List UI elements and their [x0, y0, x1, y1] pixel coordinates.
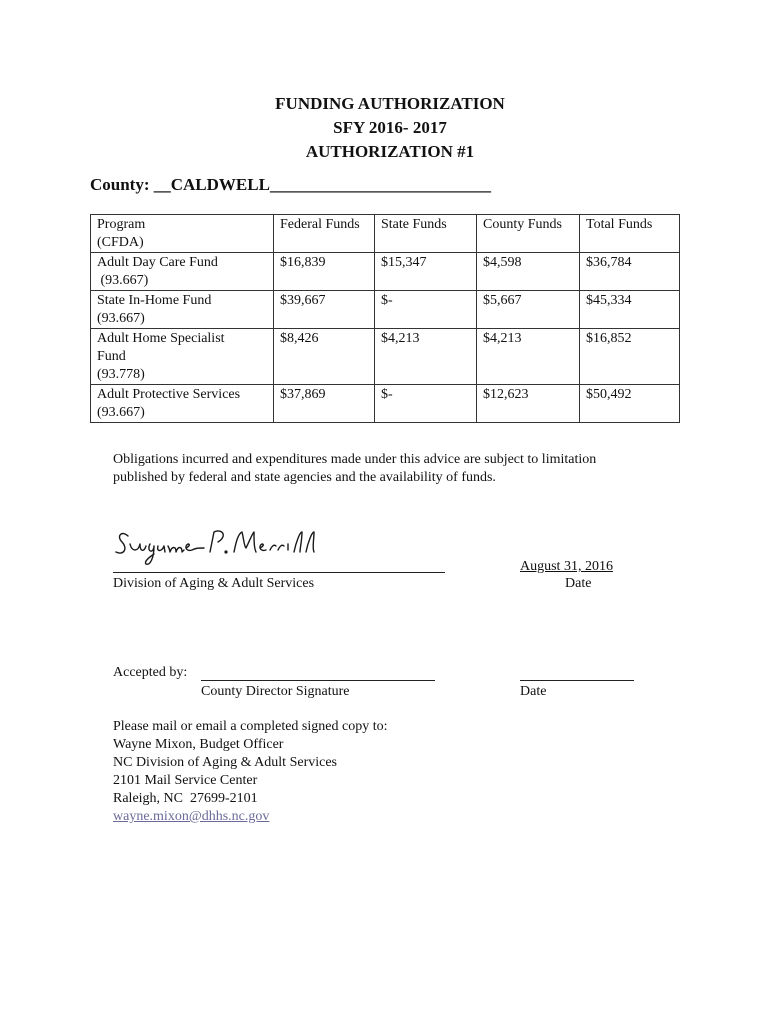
- county-cell: $4,598: [477, 253, 580, 291]
- signature-line: [113, 572, 445, 573]
- header-state-funds: State Funds: [375, 215, 477, 253]
- header-program: Program (CFDA): [91, 215, 274, 253]
- federal-cell: $37,869: [274, 385, 375, 423]
- county-cell: $12,623: [477, 385, 580, 423]
- mail-city: Raleigh, NC 27699-2101: [113, 791, 258, 806]
- signature-date: August 31, 2016: [520, 559, 613, 574]
- mailing-instructions: [113, 718, 387, 826]
- county-cell: $5,667: [477, 291, 580, 329]
- state-cell: $4,213: [375, 329, 477, 385]
- state-cell: $-: [375, 385, 477, 423]
- document-heading: [0, 92, 770, 164]
- county-director-signature-line: [201, 680, 435, 681]
- total-cell: $16,852: [580, 329, 680, 385]
- county-cell: $4,213: [477, 329, 580, 385]
- table-row: [91, 253, 680, 291]
- header-federal-funds: Federal Funds: [274, 215, 375, 253]
- handwritten-signature: [114, 522, 334, 568]
- heading-fiscal-year: SFY 2016- 2017: [333, 118, 447, 137]
- mail-address: 2101 Mail Service Center: [113, 773, 258, 788]
- federal-cell: $16,839: [274, 253, 375, 291]
- federal-cell: $39,667: [274, 291, 375, 329]
- obligations-paragraph: Obligations incurred and expenditures made under this advice are subject to limitation published by federal and state agencies and the availability of funds.: [113, 452, 597, 485]
- county-field: County: __CALDWELL__________________________: [90, 175, 491, 194]
- acceptance-date-line: [520, 680, 634, 681]
- accepted-by-label: Accepted by:: [113, 665, 188, 680]
- table-header-row: [91, 215, 680, 253]
- state-cell: $15,347: [375, 253, 477, 291]
- table-row: [91, 329, 680, 385]
- state-cell: $-: [375, 291, 477, 329]
- county-director-signature-label: County Director Signature: [201, 684, 350, 699]
- total-cell: $36,784: [580, 253, 680, 291]
- mail-organization: NC Division of Aging & Adult Services: [113, 755, 337, 770]
- date-label: Date: [565, 576, 592, 591]
- program-cell: State In-Home Fund (93.667): [91, 291, 274, 329]
- program-cell: Adult Day Care Fund (93.667): [91, 253, 274, 291]
- mail-recipient-name: Wayne Mixon, Budget Officer: [113, 737, 284, 752]
- heading-authorization-number: AUTHORIZATION #1: [305, 142, 475, 161]
- acceptance-date-label: Date: [520, 684, 547, 699]
- email-link[interactable]: wayne.mixon@dhhs.nc.gov: [113, 809, 270, 824]
- total-cell: $45,334: [580, 291, 680, 329]
- mail-intro: Please mail or email a completed signed copy to:: [113, 719, 388, 734]
- table-row: [91, 385, 680, 423]
- division-label: Division of Aging & Adult Services: [113, 576, 315, 591]
- table-row: [91, 291, 680, 329]
- header-total-funds: Total Funds: [580, 215, 680, 253]
- program-cell: Adult Protective Services (93.667): [91, 385, 274, 423]
- federal-cell: $8,426: [274, 329, 375, 385]
- heading-title: FUNDING AUTHORIZATION: [275, 94, 505, 113]
- funds-table: [90, 214, 680, 423]
- header-county-funds: County Funds: [477, 215, 580, 253]
- total-cell: $50,492: [580, 385, 680, 423]
- program-cell: Adult Home Specialist Fund (93.778): [91, 329, 274, 385]
